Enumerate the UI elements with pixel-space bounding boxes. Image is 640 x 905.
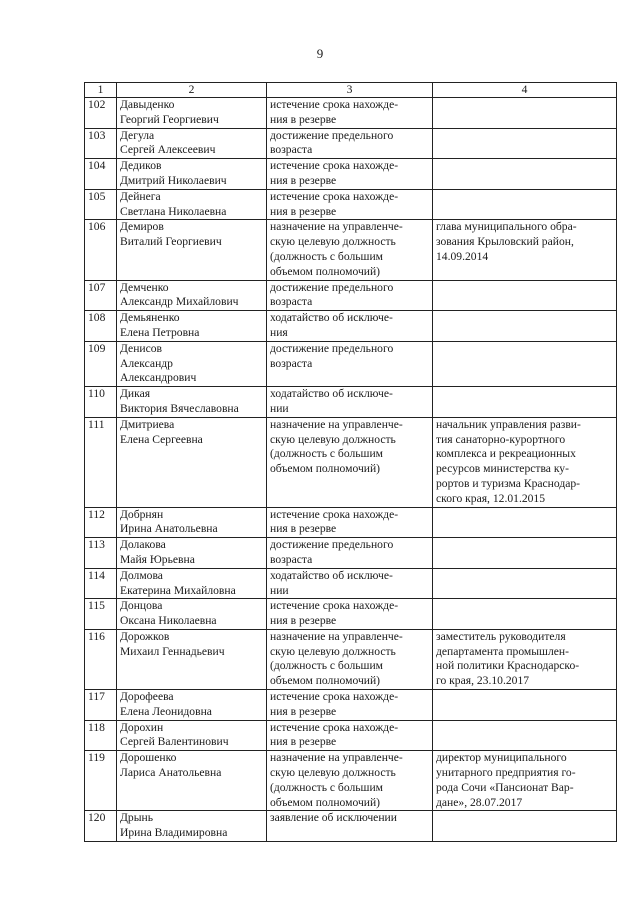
person-name-line: Добрнян [120, 507, 164, 521]
table-row [85, 387, 617, 418]
person-name-line: Екатерина Михайловна [120, 583, 236, 597]
appointment-note-line: заместитель руководителя [436, 629, 566, 643]
exclusion-reason-line: назначение на управленче- [270, 220, 403, 234]
person-name-line: Дорофеева [120, 690, 174, 704]
person-name-line: Дейнега [120, 189, 161, 203]
exclusion-reason-line: заявление об исключении [270, 811, 397, 825]
exclusion-reason-cell [267, 220, 433, 280]
table-body [85, 98, 617, 842]
exclusion-reason-line: ходатайство об исключе- [270, 387, 393, 401]
appointment-note-line: ной политики Краснодарско- [436, 659, 580, 673]
appointment-note-line: департамента промышлен- [436, 644, 569, 658]
person-name-cell [117, 629, 267, 689]
exclusion-reason-cell [267, 159, 433, 190]
appointment-note-cell [433, 417, 617, 507]
appointment-note-cell [433, 599, 617, 630]
row-number-cell: 114 [85, 568, 117, 599]
appointment-note-cell [433, 690, 617, 721]
appointment-note-cell [433, 220, 617, 280]
exclusion-reason-line: истечение срока нахожде- [270, 189, 399, 203]
row-number-cell: 113 [85, 538, 117, 569]
column-header-note: 4 [433, 83, 617, 98]
person-name-line: Долмова [120, 568, 163, 582]
row-number-cell: 115 [85, 599, 117, 630]
appointment-note-cell [433, 507, 617, 538]
column-header-name: 2 [117, 83, 267, 98]
exclusion-reason-line: ния [270, 325, 288, 339]
exclusion-reason-cell [267, 690, 433, 721]
person-name-cell [117, 720, 267, 751]
exclusion-reason-line: назначение на управленче- [270, 629, 403, 643]
exclusion-reason-line: назначение на управленче- [270, 417, 403, 431]
exclusion-reason-line: достижение предельного [270, 538, 394, 552]
appointment-note-line: го края, 23.10.2017 [436, 674, 530, 688]
person-name-line: Дегула [120, 128, 155, 142]
person-name-cell [117, 189, 267, 220]
exclusion-reason-cell [267, 417, 433, 507]
table-row [85, 811, 617, 842]
row-number-cell: 107 [85, 280, 117, 311]
table-header-row [85, 83, 617, 98]
person-name-cell [117, 98, 267, 129]
table-row [85, 690, 617, 721]
exclusion-reason-line: возраста [270, 295, 313, 309]
person-name-line: Дорожков [120, 629, 170, 643]
appointment-note-cell [433, 189, 617, 220]
exclusion-reason-cell [267, 128, 433, 159]
person-name-line: Оксана Николаевна [120, 614, 217, 628]
table-row [85, 417, 617, 507]
person-name-cell [117, 387, 267, 418]
person-name-cell [117, 159, 267, 190]
table-row [85, 189, 617, 220]
row-number-cell: 119 [85, 751, 117, 811]
person-name-line: Александрович [120, 371, 197, 385]
table-row [85, 311, 617, 342]
person-name-line: Дмитрий Николаевич [120, 173, 227, 187]
person-name-line: Георгий Георгиевич [120, 112, 219, 126]
appointment-note-line: унитарного предприятия го- [436, 766, 576, 780]
exclusion-reason-cell [267, 568, 433, 599]
table-row [85, 538, 617, 569]
column-header-number: 1 [85, 83, 117, 98]
appointment-note-line: тия санаторно-курортного [436, 432, 566, 446]
person-name-line: Майя Юрьевна [120, 552, 195, 566]
exclusion-reason-cell [267, 311, 433, 342]
exclusion-reason-cell [267, 811, 433, 842]
person-name-line: Дмитриева [120, 417, 175, 431]
row-number-cell: 110 [85, 387, 117, 418]
exclusion-reason-line: нии [270, 583, 289, 597]
appointment-note-line: начальник управления разви- [436, 417, 581, 431]
person-name-cell [117, 811, 267, 842]
person-name-cell [117, 751, 267, 811]
exclusion-reason-cell [267, 189, 433, 220]
table-row [85, 507, 617, 538]
row-number-cell: 105 [85, 189, 117, 220]
person-name-cell [117, 341, 267, 386]
appointment-note-cell [433, 280, 617, 311]
exclusion-reason-line: истечение срока нахожде- [270, 98, 399, 111]
exclusion-reason-line: (должность с большим [270, 659, 384, 673]
appointment-note-cell [433, 751, 617, 811]
table-row [85, 751, 617, 811]
person-name-cell [117, 507, 267, 538]
row-number-cell: 102 [85, 98, 117, 129]
exclusion-reason-line: объемом полномочий) [270, 795, 381, 809]
person-name-line: Виталий Георгиевич [120, 235, 222, 249]
exclusion-reason-line: ния в резерве [270, 204, 337, 218]
appointment-note-cell [433, 341, 617, 386]
table-row [85, 159, 617, 190]
exclusion-reason-line: истечение срока нахожде- [270, 159, 399, 173]
person-name-line: Сергей Валентинович [120, 735, 229, 749]
exclusion-reason-cell [267, 507, 433, 538]
exclusion-reason-line: ния в резерве [270, 735, 337, 749]
appointment-note-cell [433, 311, 617, 342]
appointment-note-line: ресурсов министерства ку- [436, 462, 569, 476]
row-number-cell: 116 [85, 629, 117, 689]
exclusion-reason-line: ния в резерве [270, 173, 337, 187]
exclusion-reason-line: истечение срока нахожде- [270, 720, 399, 734]
person-name-line: Елена Сергеевна [120, 432, 203, 446]
appointment-note-cell [433, 568, 617, 599]
table-row [85, 341, 617, 386]
page-number: 9 [316, 46, 324, 61]
exclusion-reason-cell [267, 341, 433, 386]
appointment-note-cell [433, 128, 617, 159]
table-row [85, 720, 617, 751]
exclusion-reason-line: достижение предельного [270, 128, 394, 142]
reserve-exclusion-table [84, 82, 617, 842]
person-name-line: Елена Петровна [120, 325, 200, 339]
exclusion-reason-line: ния в резерве [270, 614, 337, 628]
person-name-line: Дедиков [120, 159, 162, 173]
row-number-cell: 117 [85, 690, 117, 721]
table-row [85, 220, 617, 280]
person-name-line: Донцова [120, 599, 163, 613]
exclusion-reason-line: (должность с большим [270, 780, 384, 794]
exclusion-reason-line: возраста [270, 552, 313, 566]
exclusion-reason-line: возраста [270, 356, 313, 370]
exclusion-reason-cell [267, 387, 433, 418]
column-header-reason: 3 [267, 83, 433, 98]
person-name-cell [117, 128, 267, 159]
person-name-line: Денисов [120, 341, 163, 355]
appointment-note-cell [433, 98, 617, 129]
person-name-cell [117, 599, 267, 630]
person-name-line: Ирина Владимировна [120, 826, 228, 840]
appointment-note-cell [433, 720, 617, 751]
person-name-line: Дикая [120, 387, 151, 401]
table-row [85, 599, 617, 630]
exclusion-reason-line: объемом полномочий) [270, 264, 381, 278]
person-name-line: Виктория Вячеславовна [120, 401, 239, 415]
person-name-line: Михаил Геннадьевич [120, 644, 225, 658]
appointment-note-line: ского края, 12.01.2015 [436, 491, 546, 505]
table-row [85, 568, 617, 599]
table-row [85, 629, 617, 689]
exclusion-reason-line: скую целевую должность [270, 766, 396, 780]
person-name-line: Дорохин [120, 720, 164, 734]
person-name-cell [117, 417, 267, 507]
exclusion-reason-line: ния в резерве [270, 522, 337, 536]
appointment-note-line: рортов и туризма Краснодар- [436, 476, 581, 490]
appointment-note-cell [433, 811, 617, 842]
exclusion-reason-line: ния в резерве [270, 112, 337, 126]
row-number-cell: 109 [85, 341, 117, 386]
appointment-note-line: зования Крыловский район, [436, 235, 574, 249]
person-name-cell [117, 690, 267, 721]
person-name-line: Сергей Алексеевич [120, 143, 216, 157]
row-number-cell: 104 [85, 159, 117, 190]
person-name-line: Ирина Анатольевна [120, 522, 218, 536]
person-name-line: Демченко [120, 280, 169, 294]
exclusion-reason-cell [267, 280, 433, 311]
appointment-note-cell [433, 159, 617, 190]
row-number-cell: 108 [85, 311, 117, 342]
row-number-cell: 112 [85, 507, 117, 538]
appointment-note-cell [433, 629, 617, 689]
person-name-cell [117, 311, 267, 342]
exclusion-reason-cell [267, 538, 433, 569]
person-name-line: Александр Михайлович [120, 295, 239, 309]
table-row [85, 98, 617, 129]
person-name-cell [117, 568, 267, 599]
person-name-line: Дорошенко [120, 751, 177, 765]
row-number-cell: 118 [85, 720, 117, 751]
exclusion-reason-line: скую целевую должность [270, 235, 396, 249]
exclusion-reason-line: скую целевую должность [270, 644, 396, 658]
appointment-note-line: директор муниципального [436, 751, 567, 765]
person-name-line: Лариса Анатольевна [120, 766, 222, 780]
exclusion-reason-cell [267, 98, 433, 129]
appointment-note-line: рода Сочи «Пансионат Вар- [436, 780, 574, 794]
appointment-note-cell [433, 538, 617, 569]
row-number-cell: 106 [85, 220, 117, 280]
exclusion-reason-line: истечение срока нахожде- [270, 599, 399, 613]
appointment-note-line: дане», 28.07.2017 [436, 795, 523, 809]
table-row [85, 280, 617, 311]
person-name-cell [117, 280, 267, 311]
person-name-line: Давыденко [120, 98, 175, 111]
table-row [85, 128, 617, 159]
exclusion-reason-cell [267, 629, 433, 689]
appointment-note-line: 14.09.2014 [436, 249, 489, 263]
exclusion-reason-line: достижение предельного [270, 341, 394, 355]
exclusion-reason-cell [267, 751, 433, 811]
exclusion-reason-line: объемом полномочий) [270, 674, 381, 688]
exclusion-reason-line: ходатайство об исключе- [270, 311, 393, 325]
exclusion-reason-line: (должность с большим [270, 447, 384, 461]
person-name-cell [117, 220, 267, 280]
person-name-line: Александр [120, 356, 173, 370]
exclusion-reason-line: (должность с большим [270, 249, 384, 263]
appointment-note-line: комплекса и рекреационных [436, 447, 576, 461]
person-name-cell [117, 538, 267, 569]
row-number-cell: 103 [85, 128, 117, 159]
exclusion-reason-line: объемом полномочий) [270, 462, 381, 476]
exclusion-reason-line: истечение срока нахожде- [270, 507, 399, 521]
exclusion-reason-cell [267, 720, 433, 751]
row-number-cell: 111 [85, 417, 117, 507]
exclusion-reason-line: назначение на управленче- [270, 751, 403, 765]
exclusion-reason-line: скую целевую должность [270, 432, 396, 446]
appointment-note-cell [433, 387, 617, 418]
person-name-line: Дрынь [120, 811, 153, 825]
person-name-line: Демьяненко [120, 311, 180, 325]
exclusion-reason-line: достижение предельного [270, 280, 394, 294]
person-name-line: Светлана Николаевна [120, 204, 227, 218]
exclusion-reason-line: нии [270, 401, 289, 415]
appointment-note-line: глава муниципального обра- [436, 220, 577, 234]
person-name-line: Елена Леонидовна [120, 704, 212, 718]
row-number-cell: 120 [85, 811, 117, 842]
exclusion-reason-cell [267, 599, 433, 630]
exclusion-reason-line: истечение срока нахожде- [270, 690, 399, 704]
exclusion-reason-line: возраста [270, 143, 313, 157]
exclusion-reason-line: ходатайство об исключе- [270, 568, 393, 582]
person-name-line: Долакова [120, 538, 166, 552]
exclusion-reason-line: ния в резерве [270, 704, 337, 718]
person-name-line: Демиров [120, 220, 164, 234]
